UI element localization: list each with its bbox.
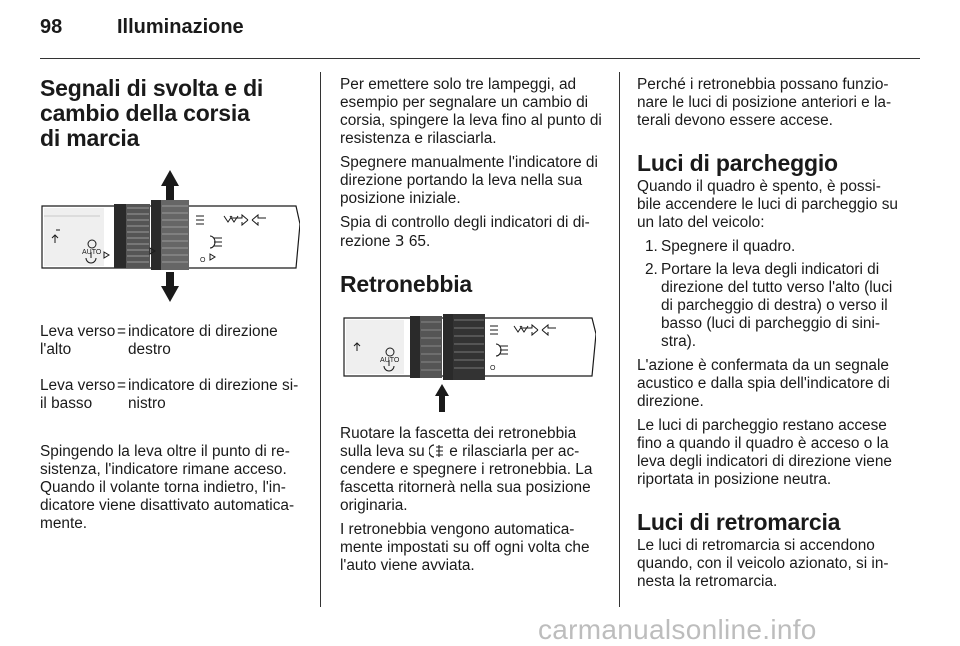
column-2-lower bbox=[340, 425, 606, 581]
paragraph-parking-duration: Le luci di parcheggio restano accese fino a quando il quadro è acceso o la leva degli indicatori di direzione viene riportata in posizione neutra. bbox=[637, 417, 892, 488]
rear-fog-lever-figure bbox=[340, 312, 596, 414]
section-heading-rear-fog: Retronebbia bbox=[340, 271, 472, 297]
paragraph-auto-off: I retronebbia vengono automatica-mente impostati su off ogni volta che l'auto viene avviata. bbox=[340, 521, 590, 574]
page-number: 98 bbox=[40, 16, 63, 38]
paragraph-reverse-lights: Le luci di retromarcia si accendono quando, con il veicolo azionato, si in-nesta la retromarcia. bbox=[637, 537, 889, 590]
page-ref-icon: 3 bbox=[394, 232, 405, 250]
rotate-text-before: Ruotare la fascetta dei retronebbia sulla leva su bbox=[340, 425, 577, 460]
column-divider-1 bbox=[320, 72, 321, 607]
table-eq: = bbox=[117, 377, 126, 394]
table-desc: indicatore di direzione si-nistro bbox=[128, 377, 299, 412]
rear-fog-light-icon bbox=[429, 444, 445, 458]
section-heading-reverse-lights: Luci di retromarcia bbox=[637, 509, 841, 535]
arrow-up-icon bbox=[435, 384, 449, 412]
paragraph-confirmation: L'azione è confermata da un segnale acustico e dalla spia dell'indicatore di direzione. bbox=[637, 357, 890, 410]
table-row bbox=[40, 323, 308, 377]
paragraph-three-flashes: Per emettere solo tre lampeggi, ad esempio per segnalare un cambio di corsia, spingere la leva fino al punto di resistenza e rilasciarla. bbox=[340, 76, 602, 147]
step-number: 2. bbox=[645, 261, 658, 278]
table-row bbox=[40, 377, 308, 431]
paragraph-parking-intro: Quando il quadro è spento, è possi-bile accendere le luci di parcheggio su un lato del veicolo: bbox=[637, 178, 898, 231]
lever-label-auto: AUTO bbox=[82, 249, 102, 256]
table-eq: = bbox=[117, 323, 126, 340]
table-term: Leva verso il basso bbox=[40, 377, 116, 412]
section-heading-turn-signals: Segnali di svolta e di cambio della corsia di marcia bbox=[40, 75, 264, 151]
arrow-up-icon bbox=[161, 170, 179, 202]
paragraph-fog-requirement: Perché i retronebbia possano funzio-nare le luci di posizione anteriori e la-terali devono essere accese. bbox=[637, 76, 892, 129]
step-text: Portare la leva degli indicatori di direzione del tutto verso l'alto (luci di parcheggio di destra) o verso il basso (luci di parcheggio di sini-stra). bbox=[661, 261, 893, 350]
lever-label-auto: AUTO bbox=[380, 357, 400, 364]
paragraph-manual-off: Spegnere manualmente l'indicatore di direzione portando la leva nella sua posizione iniziale. bbox=[340, 154, 598, 207]
step-number: 1. bbox=[645, 238, 658, 255]
lever-label-o: O bbox=[490, 365, 496, 372]
arrow-down-icon bbox=[161, 272, 179, 302]
table-desc: indicatore di direzione destro bbox=[128, 323, 278, 358]
control-light-text: Spia di controllo degli indicatori di di-rezione bbox=[340, 214, 590, 250]
column-divider-2 bbox=[619, 72, 620, 607]
paragraph-rotate-band bbox=[340, 425, 606, 515]
lever-label-o: O bbox=[200, 257, 206, 264]
rotate-text-after: e rilasciarla per ac-cendere e spegnere i retronebbia. La fascetta ritornerà nella sua posizione originaria. bbox=[340, 443, 593, 514]
watermark: carmanualsonline.info bbox=[538, 614, 817, 645]
column-2 bbox=[340, 76, 606, 297]
list-item bbox=[637, 238, 901, 256]
parking-steps-list bbox=[637, 238, 901, 351]
list-item bbox=[637, 261, 901, 351]
table-term: Leva verso l'alto bbox=[40, 323, 116, 358]
paragraph-resistance: Spingendo la leva oltre il punto di re-sistenza, l'indicatore rimane acceso. Quando il volante torna indietro, l'in-dicatore viene disattivato automatica-mente. bbox=[40, 443, 295, 532]
column-1-body bbox=[40, 443, 312, 539]
chapter-title: Illuminazione bbox=[117, 16, 244, 38]
page-ref-number[interactable]: 65. bbox=[408, 233, 431, 250]
section-heading-parking-lights: Luci di parcheggio bbox=[637, 150, 838, 176]
step-text: Spegnere il quadro. bbox=[661, 238, 796, 255]
column-1-heading-block bbox=[40, 76, 270, 151]
paragraph-control-light bbox=[340, 214, 606, 251]
header-rule bbox=[40, 58, 920, 59]
lever-direction-table bbox=[40, 323, 308, 431]
turn-signal-lever-figure bbox=[38, 168, 300, 306]
column-3 bbox=[637, 76, 901, 597]
